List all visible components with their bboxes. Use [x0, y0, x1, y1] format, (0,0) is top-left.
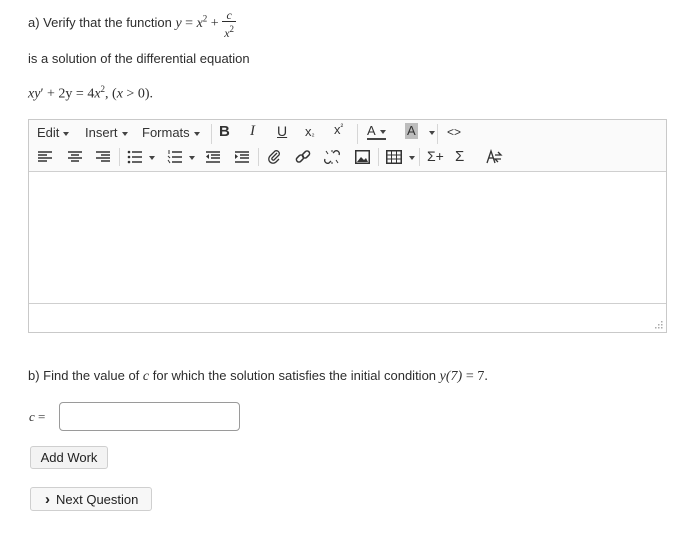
- toolbar-divider: [211, 124, 212, 144]
- numbered-list-icon[interactable]: [167, 150, 183, 164]
- function-expression: $y = x^2$ + $\frac{c}{x^2}$: [175, 8, 235, 40]
- chevron-down-icon[interactable]: [149, 156, 155, 160]
- source-code-button[interactable]: <>: [447, 125, 462, 139]
- add-work-button[interactable]: Add Work: [30, 446, 108, 469]
- image-icon[interactable]: [355, 150, 370, 164]
- chevron-down-icon: [63, 132, 69, 136]
- sigma-button[interactable]: Σ: [455, 148, 465, 165]
- part-b-prompt: b) Find the value of c for which the solution satisfies the initial condition y(7) = 7.: [28, 368, 488, 384]
- chevron-down-icon[interactable]: [409, 156, 415, 160]
- toolbar-divider: [419, 148, 420, 166]
- part-a-text: a) Verify that the function: [28, 15, 172, 31]
- toolbar-divider: [357, 124, 358, 144]
- align-center-icon[interactable]: [67, 150, 83, 164]
- answer-label: c =: [29, 409, 46, 424]
- chemistry-arrow-icon[interactable]: [485, 149, 503, 165]
- rich-text-editor: [28, 119, 667, 333]
- align-left-icon[interactable]: [37, 150, 53, 164]
- toolbar-divider: [378, 148, 379, 166]
- part-a-line2: is a solution of the differential equation: [28, 51, 250, 66]
- chevron-down-icon[interactable]: [429, 131, 435, 135]
- background-color-button[interactable]: A: [407, 123, 416, 138]
- table-icon[interactable]: [386, 150, 402, 164]
- underline-button[interactable]: U: [277, 123, 288, 139]
- toolbar-divider: [119, 148, 120, 166]
- chevron-down-icon: [194, 132, 200, 136]
- editor-content-area[interactable]: [29, 171, 666, 304]
- link-icon[interactable]: [295, 149, 311, 165]
- bullet-list-icon[interactable]: [127, 150, 143, 164]
- chevron-right-icon: ›: [45, 490, 50, 508]
- answer-input-c[interactable]: [59, 402, 240, 431]
- align-right-icon[interactable]: [95, 150, 111, 164]
- editor-toolbar: [29, 120, 666, 172]
- resize-handle-icon[interactable]: [655, 321, 663, 329]
- bold-button[interactable]: B: [219, 123, 230, 140]
- toolbar-divider: [258, 148, 259, 166]
- chevron-down-icon[interactable]: [189, 156, 195, 160]
- sigma-plus-button[interactable]: Σ+: [427, 148, 444, 164]
- indent-icon[interactable]: [234, 150, 250, 164]
- formats-menu[interactable]: Formats: [142, 125, 200, 140]
- edit-menu[interactable]: Edit: [37, 125, 69, 140]
- font-color-button[interactable]: A: [367, 124, 386, 140]
- chevron-down-icon: [380, 130, 386, 134]
- superscript-button[interactable]: $x^{^2}$: [334, 122, 344, 137]
- unlink-icon[interactable]: [323, 149, 341, 165]
- toolbar-divider: [437, 124, 438, 144]
- editor-status-bar: [29, 303, 666, 332]
- italic-button[interactable]: I: [250, 123, 255, 139]
- fraction-c-over-x2: $\frac{c}{x^2}$: [224, 8, 235, 40]
- attachment-icon[interactable]: [267, 149, 281, 165]
- insert-menu[interactable]: Insert: [85, 125, 128, 140]
- next-question-button[interactable]: › Next Question: [30, 487, 152, 511]
- subscript-button[interactable]: x₂: [305, 124, 315, 139]
- differential-equation: $xy' + 2y = 4x^2$, (x > 0).: [28, 84, 153, 102]
- chevron-down-icon: [122, 132, 128, 136]
- part-a-prompt: [28, 9, 236, 39]
- outdent-icon[interactable]: [205, 150, 221, 164]
